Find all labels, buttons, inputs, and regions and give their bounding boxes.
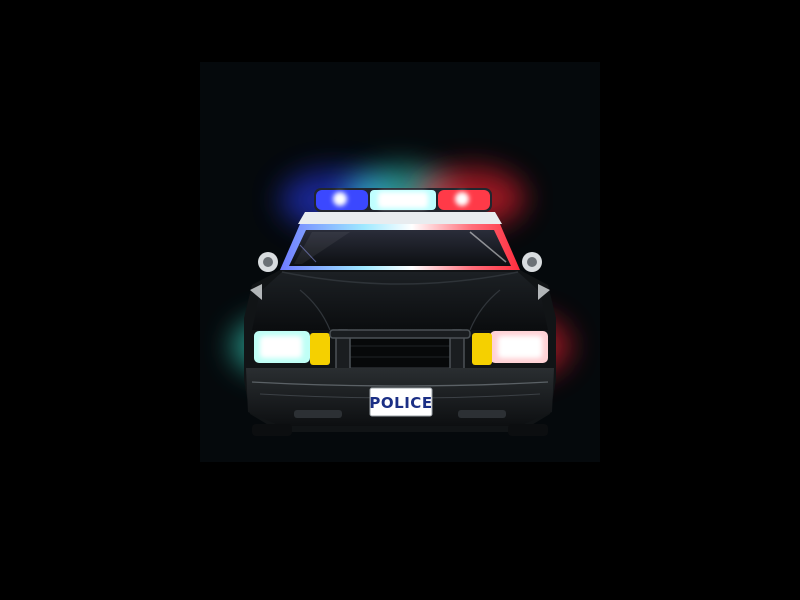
grille [346,334,454,368]
push-bar-top-rail [330,330,470,338]
right-tire [508,424,548,436]
blue-lamp-flare [333,192,347,206]
right-amber-light [472,333,492,365]
right-headlight-lamp [498,336,542,358]
cyan-lamp-flare [378,192,428,208]
right-mirror-spotlight [527,257,537,267]
hood [252,272,548,330]
left-amber-light [310,333,330,365]
license-plate-text: POLICE [369,394,433,412]
red-lamp-flare [455,192,469,206]
left-mirror-spotlight [263,257,273,267]
roof-trim [298,212,502,224]
left-headlight-lamp [260,336,302,358]
left-tire [252,424,292,436]
lower-grille-left [294,410,342,418]
lower-grille-right [458,410,506,418]
